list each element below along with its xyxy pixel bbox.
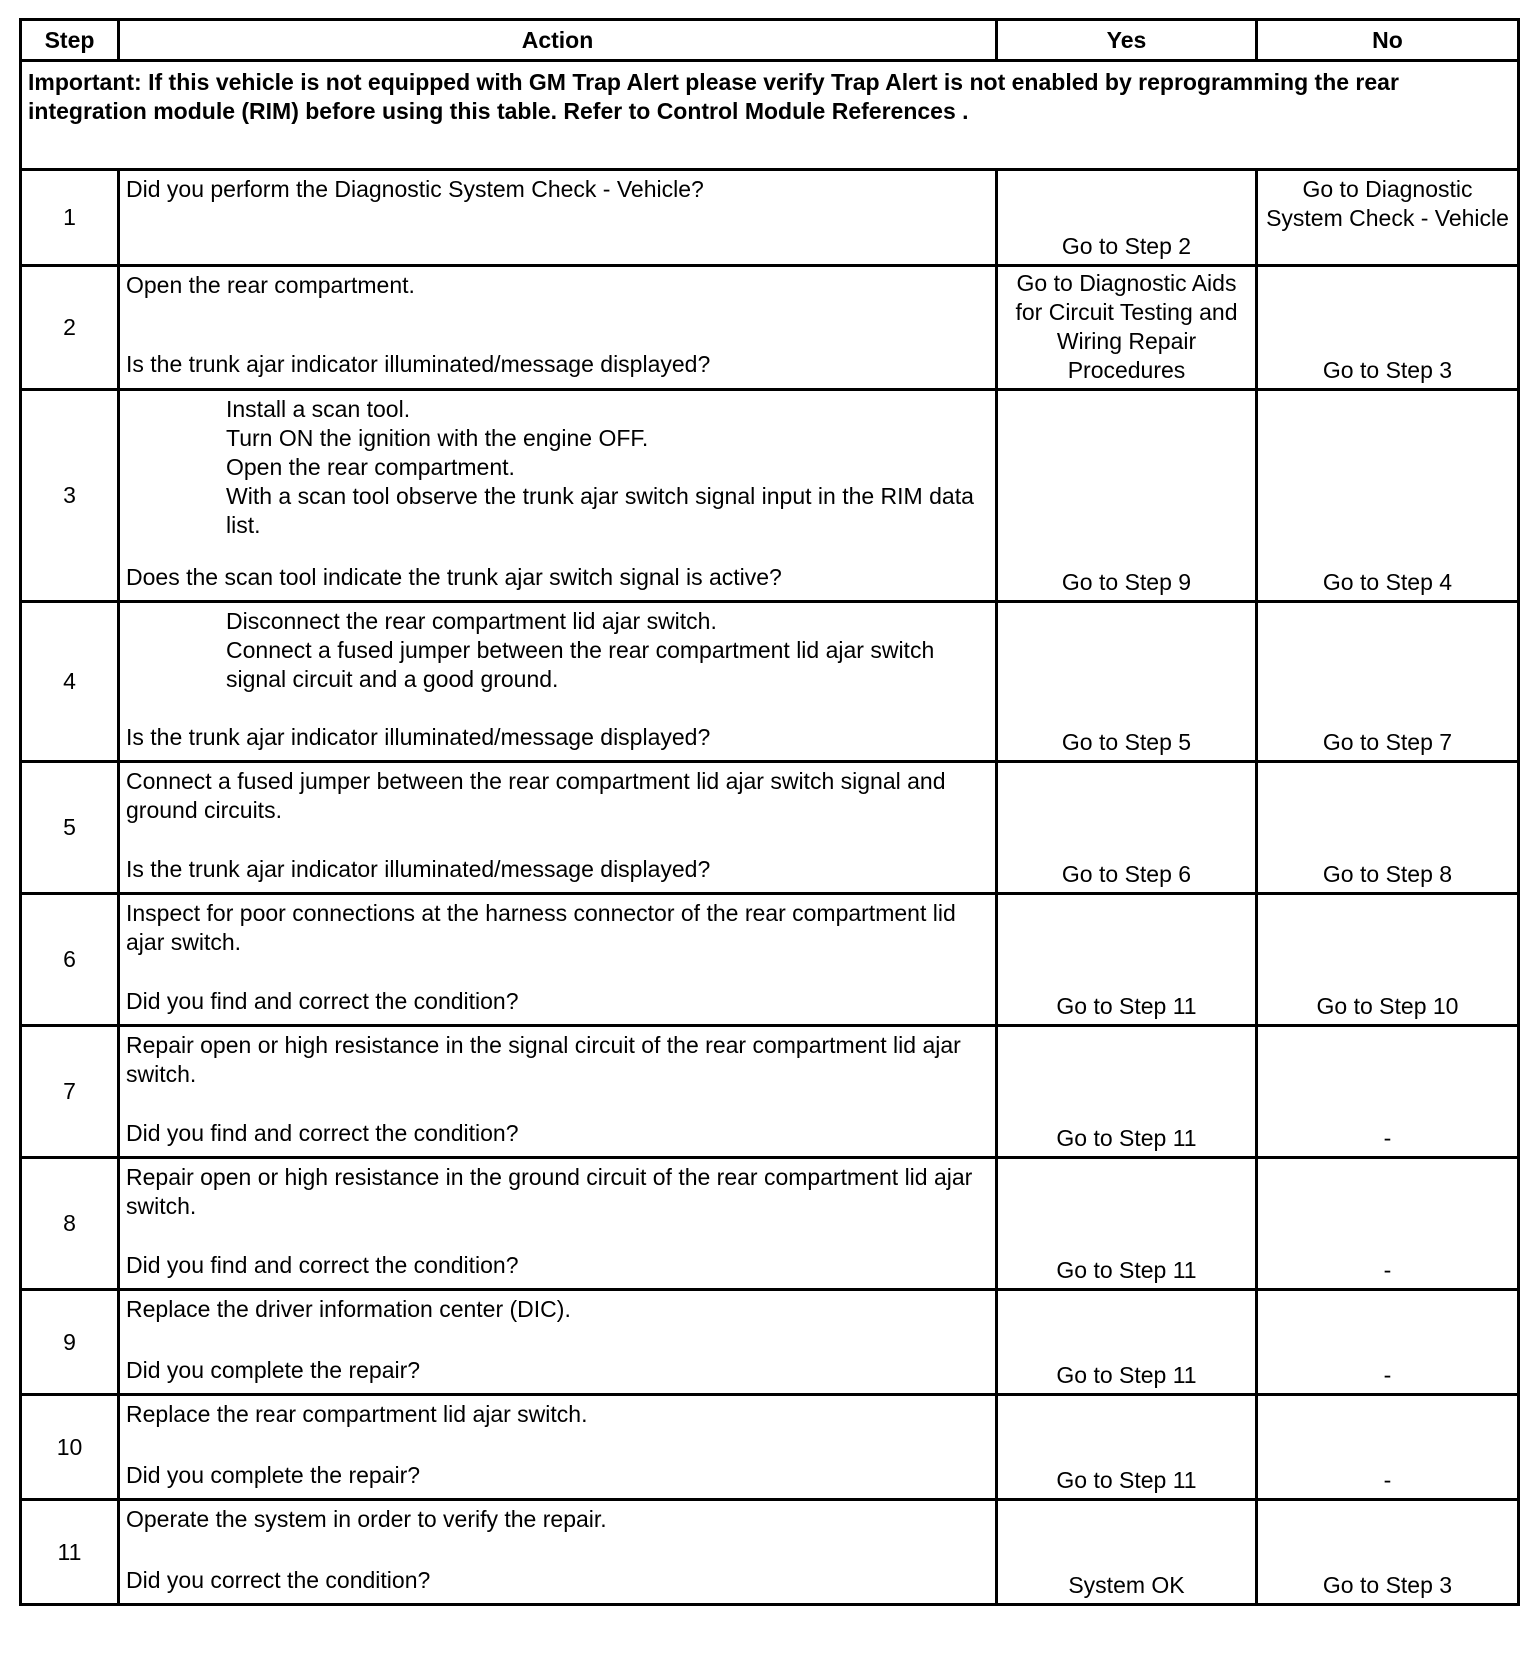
yes-outcome: Go to Step 11 — [997, 1290, 1257, 1395]
action-question: Does the scan tool indicate the trunk ajar switch signal is active? — [126, 564, 782, 590]
action-top — [126, 1031, 989, 1089]
action-question: Is the trunk ajar indicator illuminated/message displayed? — [126, 351, 711, 377]
step-number: 2 — [21, 266, 119, 390]
yes-outcome: Go to Step 11 — [997, 1395, 1257, 1500]
step-number: 7 — [21, 1026, 119, 1158]
action-content — [126, 767, 989, 884]
action-top — [126, 1295, 989, 1324]
step-number: 5 — [21, 762, 119, 894]
no-outcome: - — [1257, 1158, 1519, 1290]
yes-outcome: Go to Diagnostic Aids for Circuit Testing and Wiring Repair Procedures — [997, 266, 1257, 390]
action-lead: Connect a fused jumper between the rear compartment lid ajar switch signal and ground circuits. — [126, 768, 946, 823]
action-content — [126, 607, 989, 752]
action-cell — [119, 1290, 997, 1395]
header-action: Action — [119, 20, 997, 61]
table-row — [21, 1026, 1519, 1158]
action-cell — [119, 266, 997, 390]
action-top — [126, 899, 989, 957]
action-content — [126, 899, 989, 1016]
important-note: Important: If this vehicle is not equipped with GM Trap Alert please verify Trap Alert is not enabled by reprogramming the rear integration module (RIM) before using this table. Refer to Control Module References . — [21, 61, 1519, 170]
action-question: Did you correct the condition? — [126, 1567, 431, 1593]
action-content — [126, 395, 989, 592]
action-cell — [119, 1158, 997, 1290]
action-instruction: Turn ON the ignition with the engine OFF. — [226, 425, 649, 451]
no-outcome: Go to Diagnostic System Check - Vehicle — [1257, 170, 1519, 266]
header-yes: Yes — [997, 20, 1257, 61]
action-content — [126, 271, 989, 379]
action-lead: Operate the system in order to verify the repair. — [126, 1506, 607, 1532]
table-row — [21, 1290, 1519, 1395]
no-outcome: Go to Step 7 — [1257, 602, 1519, 762]
action-content — [126, 1400, 989, 1490]
action-top — [126, 607, 989, 694]
table-row — [21, 1395, 1519, 1500]
action-content — [126, 175, 989, 256]
action-content — [126, 1163, 989, 1280]
yes-outcome: Go to Step 11 — [997, 1026, 1257, 1158]
action-cell — [119, 602, 997, 762]
step-number: 3 — [21, 390, 119, 602]
action-question: Is the trunk ajar indicator illuminated/message displayed? — [126, 724, 711, 750]
action-cell — [119, 1500, 997, 1605]
yes-outcome: Go to Step 11 — [997, 1158, 1257, 1290]
table-row — [21, 1500, 1519, 1605]
action-top — [126, 1163, 989, 1221]
action-top — [126, 767, 989, 825]
yes-outcome: Go to Step 11 — [997, 894, 1257, 1026]
table-row — [21, 602, 1519, 762]
header-step: Step — [21, 20, 119, 61]
action-cell — [119, 894, 997, 1026]
yes-outcome: Go to Step 6 — [997, 762, 1257, 894]
action-question: Did you find and correct the condition? — [126, 1252, 519, 1278]
table-row — [21, 266, 1519, 390]
action-instruction: With a scan tool observe the trunk ajar switch signal input in the RIM data list. — [226, 483, 974, 538]
yes-outcome: Go to Step 5 — [997, 602, 1257, 762]
table-row — [21, 762, 1519, 894]
table-row — [21, 390, 1519, 602]
diagnostic-table — [19, 18, 1520, 1606]
header-row — [21, 20, 1519, 61]
table-row — [21, 894, 1519, 1026]
action-question: Is the trunk ajar indicator illuminated/message displayed? — [126, 856, 711, 882]
action-instruction: Open the rear compartment. — [226, 454, 515, 480]
action-instruction: Connect a fused jumper between the rear compartment lid ajar switch signal circuit and a good ground. — [226, 637, 935, 692]
action-content — [126, 1295, 989, 1385]
action-cell — [119, 1026, 997, 1158]
action-cell — [119, 390, 997, 602]
no-outcome: Go to Step 8 — [1257, 762, 1519, 894]
no-outcome: - — [1257, 1290, 1519, 1395]
action-question: Did you complete the repair? — [126, 1462, 421, 1488]
action-cell — [119, 170, 997, 266]
table-row — [21, 170, 1519, 266]
yes-outcome: Go to Step 9 — [997, 390, 1257, 602]
step-number: 10 — [21, 1395, 119, 1500]
step-number: 8 — [21, 1158, 119, 1290]
action-lead: Did you perform the Diagnostic System Check - Vehicle? — [126, 176, 704, 202]
table-body — [21, 61, 1519, 1605]
diagnostic-table-container — [19, 18, 1517, 1606]
action-instruction: Install a scan tool. — [226, 396, 411, 422]
action-top — [126, 1400, 989, 1429]
action-content — [126, 1031, 989, 1148]
action-content — [126, 1505, 989, 1595]
no-outcome: Go to Step 3 — [1257, 1500, 1519, 1605]
step-number: 1 — [21, 170, 119, 266]
action-lead: Replace the rear compartment lid ajar switch. — [126, 1401, 588, 1427]
step-number: 9 — [21, 1290, 119, 1395]
no-outcome: - — [1257, 1026, 1519, 1158]
action-cell — [119, 762, 997, 894]
step-number: 4 — [21, 602, 119, 762]
no-outcome: Go to Step 4 — [1257, 390, 1519, 602]
action-top — [126, 175, 989, 204]
action-lead: Repair open or high resistance in the signal circuit of the rear compartment lid ajar switch. — [126, 1032, 961, 1087]
action-top — [126, 271, 989, 300]
action-lead: Open the rear compartment. — [126, 272, 415, 298]
action-instruction: Disconnect the rear compartment lid ajar switch. — [226, 608, 717, 634]
header-no: No — [1257, 20, 1519, 61]
no-outcome: Go to Step 10 — [1257, 894, 1519, 1026]
action-top — [126, 1505, 989, 1534]
action-cell — [119, 1395, 997, 1500]
no-outcome: - — [1257, 1395, 1519, 1500]
action-lead: Replace the driver information center (DIC). — [126, 1296, 571, 1322]
action-question: Did you find and correct the condition? — [126, 988, 519, 1014]
action-question: Did you complete the repair? — [126, 1357, 421, 1383]
step-number: 6 — [21, 894, 119, 1026]
step-number: 11 — [21, 1500, 119, 1605]
important-note-row — [21, 61, 1519, 170]
yes-outcome: System OK — [997, 1500, 1257, 1605]
table-row — [21, 1158, 1519, 1290]
action-lead: Repair open or high resistance in the ground circuit of the rear compartment lid ajar switch. — [126, 1164, 973, 1219]
no-outcome: Go to Step 3 — [1257, 266, 1519, 390]
action-lead: Inspect for poor connections at the harness connector of the rear compartment lid ajar switch. — [126, 900, 956, 955]
action-question: Did you find and correct the condition? — [126, 1120, 519, 1146]
action-top — [126, 395, 989, 540]
yes-outcome: Go to Step 2 — [997, 170, 1257, 266]
